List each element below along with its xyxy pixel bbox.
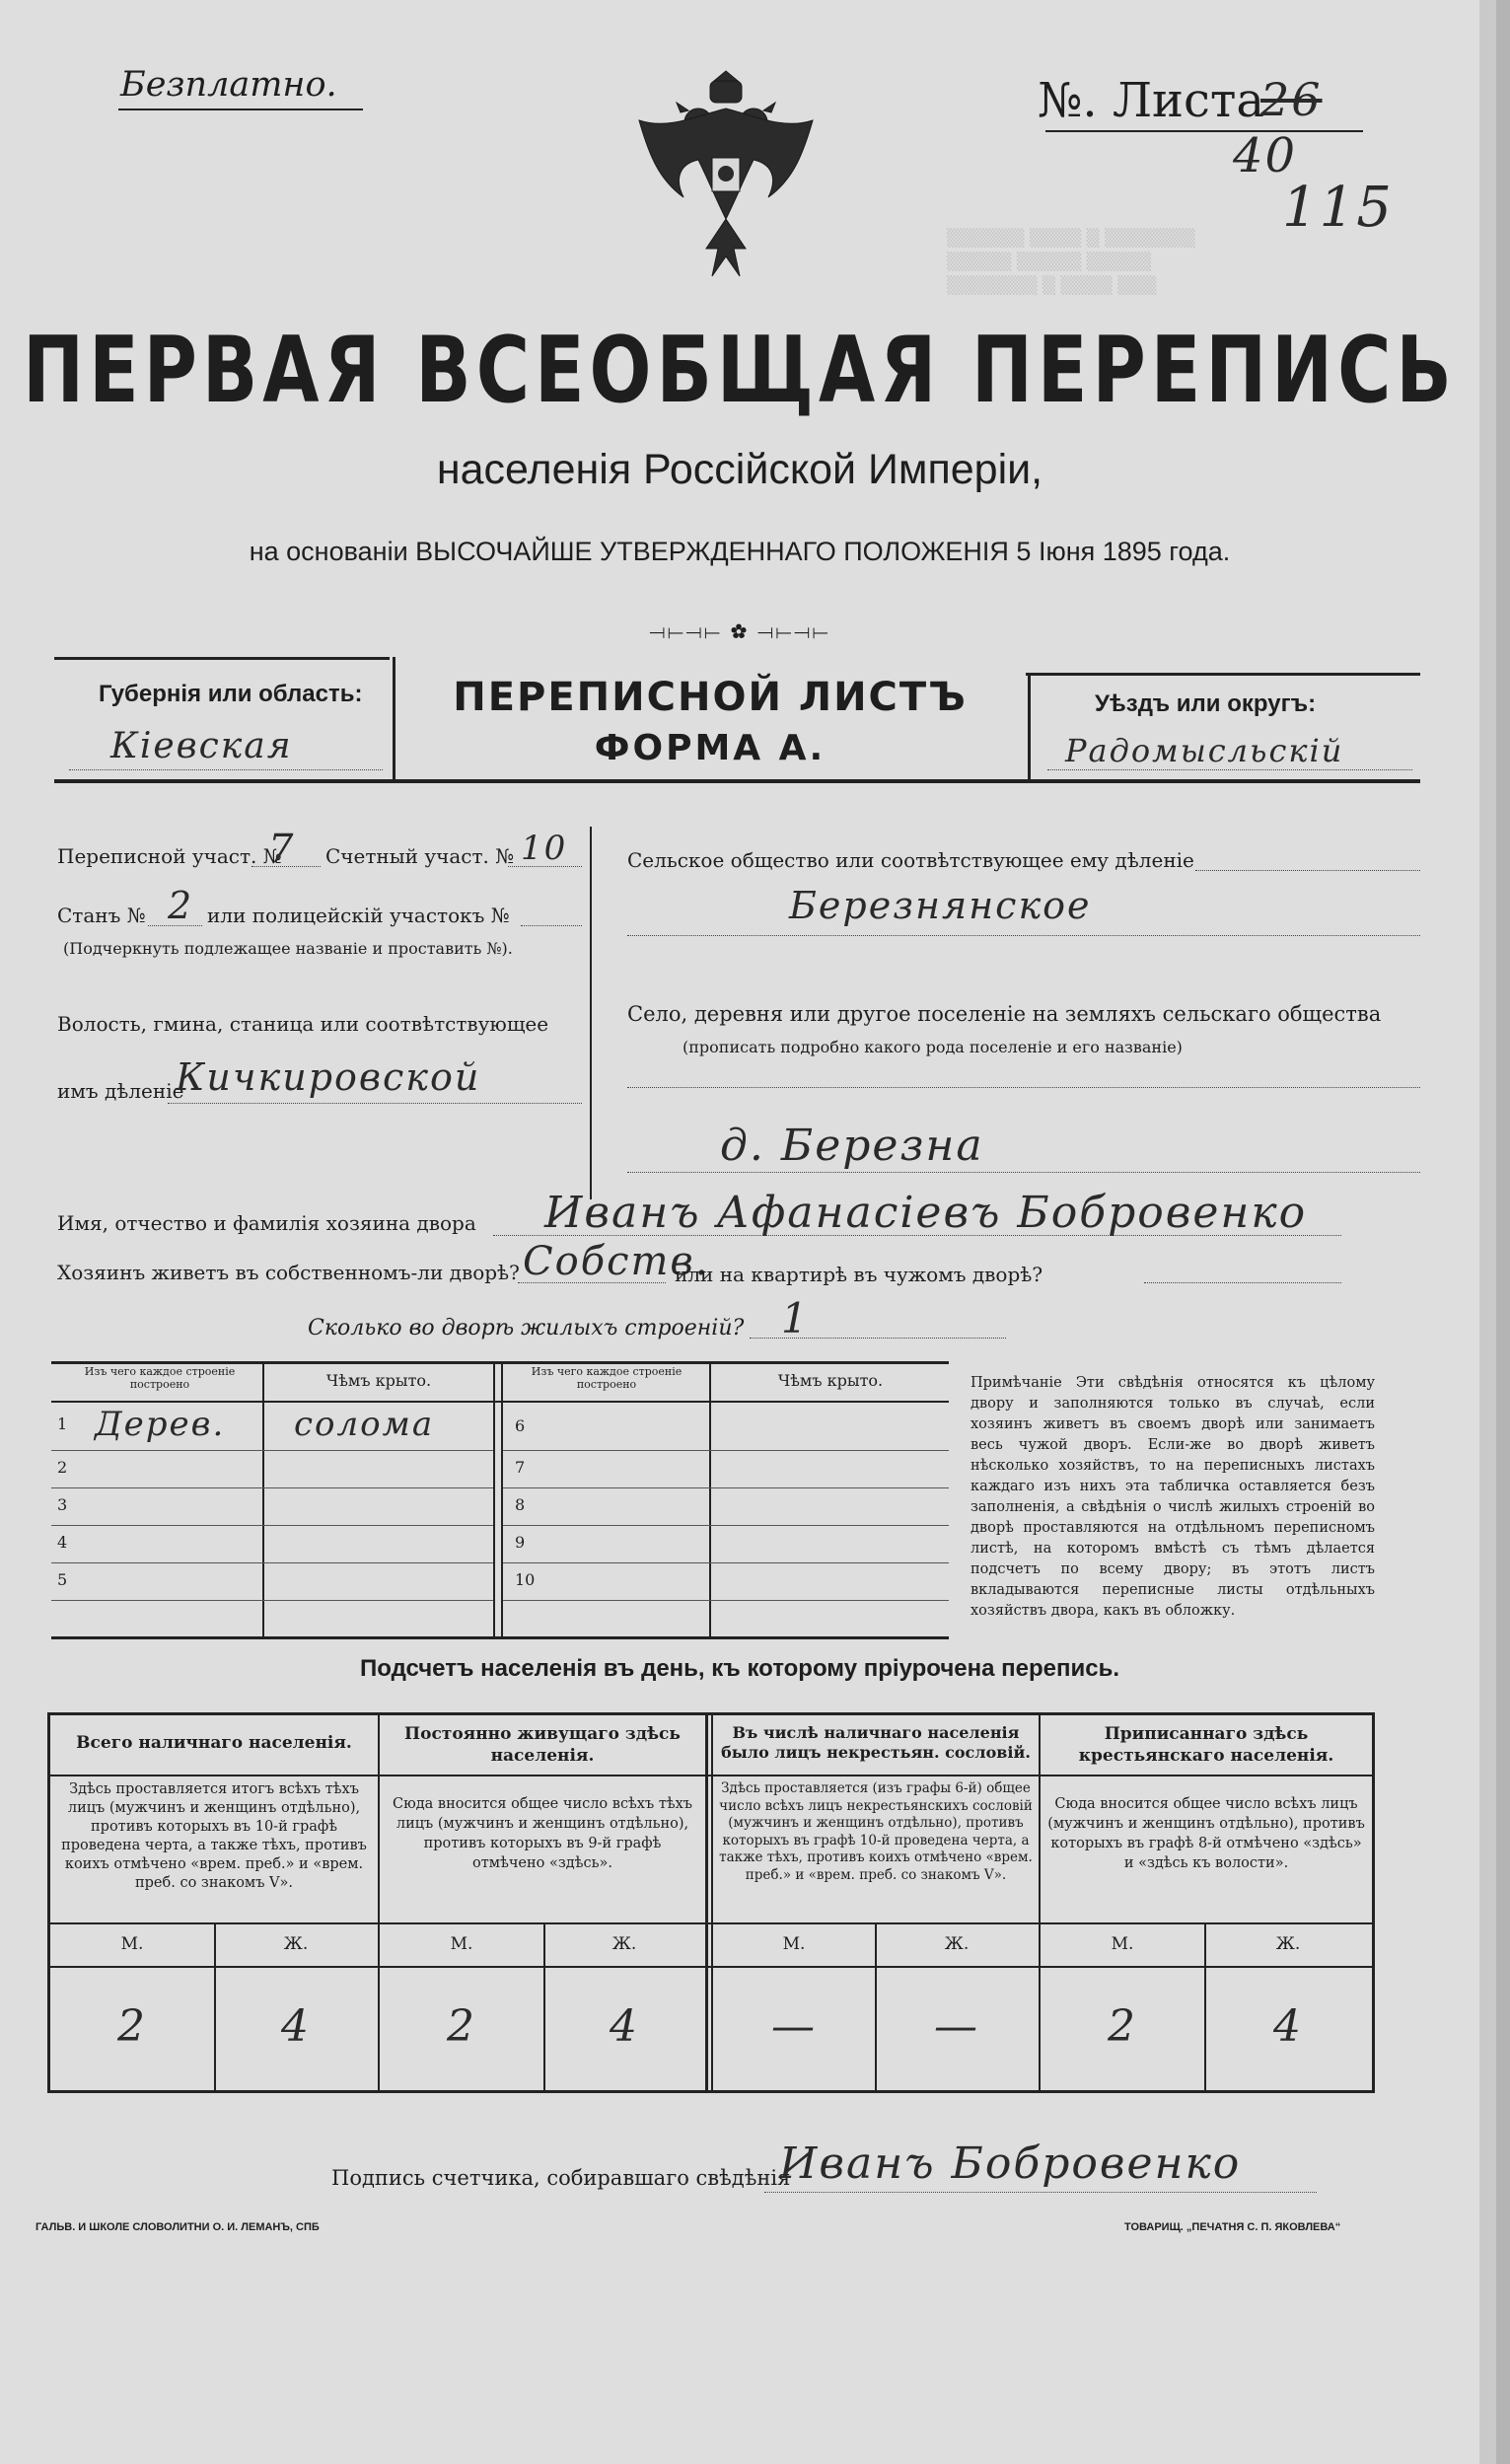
society-value: Березнянское [789, 884, 1092, 927]
ornament-divider: ⟞⟝⟞⟝ ✿ ⟞⟝⟞⟝ [648, 619, 831, 643]
form-subtitle: ФОРМА А. [594, 728, 827, 768]
village-note: (прописать подробно какого рода поселеніе и его названіе) [683, 1038, 1183, 1056]
volost-label-2: имъ дѣленіе [57, 1079, 184, 1103]
annotation-115: 115 [1282, 176, 1394, 240]
owner-name-label: Имя, отчество и фамилія хозяина двора [57, 1211, 476, 1235]
row1-roof: солома [294, 1405, 435, 1444]
owner-name-value: Иванъ Афанасіевъ Бобровенко [544, 1188, 1308, 1238]
table-row: 2 [51, 1450, 493, 1488]
subtitle: населенія Россійской Имперіи, [436, 446, 1043, 493]
form-title: ПЕРЕПИСНОЙ ЛИСТЪ [453, 675, 968, 720]
table-row: 7 [503, 1450, 949, 1488]
table-row: 10 [503, 1562, 949, 1601]
pop-col4-m-label: М. [1111, 1934, 1134, 1954]
gubernia-label: Губернія или область: [99, 681, 363, 707]
uezd-line [1047, 769, 1412, 770]
annotation-40: 40 [1233, 128, 1298, 183]
stan-line [148, 925, 202, 926]
table-row: 8 [503, 1487, 949, 1526]
form-header-bottom [54, 779, 1420, 783]
basis-line: на основаніи ВЫСОЧАЙШЕ УТВЕРЖДЕННАГО ПОЛОЖЕНІЯ 5 Іюня 1895 года. [249, 537, 1231, 566]
pop-col4-f-label: Ж. [1275, 1934, 1301, 1954]
pop-col1-desc: Здѣсь проставляется итогъ всѣхъ тѣхъ лицъ (мужчинъ и женщинъ отдѣльно), противъ которыхъ въ 10-й графѣ проведена черта, а также тѣхъ, противъ коихъ отмѣчено «врем. преб.» и «врем. преб. со знакомъ V». [61, 1781, 367, 1891]
owner-lives-value: Собств. [523, 1239, 710, 1284]
col-material-right: Изъ чего каждое строеніе построено [531, 1365, 683, 1391]
pop-col1-m-value: 2 [117, 2001, 147, 2052]
buildings-note: Примѣчаніе Эти свѣдѣнія относятся къ цѣлому двору и заполняются только въ случаѣ, если хозяинъ живетъ въ своемъ дворѣ или занимаетъ весь чужой дворъ. Если-же во дворѣ живетъ нѣсколько хозяйствъ, то на переписныхъ листахъ каждаго изъ нихъ эта табличка оставляется безъ заполненія, а свѣдѣнія о числѣ жилыхъ строеній во дворѣ проставляются на отдѣльномъ переписномъ листѣ, на которомъ вмѣстѣ съ тѣмъ дѣлается подсчетъ по всему двору; въ этотъ листъ вкладываются переписные листы отдѣльныхъ хозяйствъ двора, какъ въ обложку. [971, 1375, 1375, 1619]
census-district-line [252, 866, 321, 867]
buildings-table [51, 1361, 949, 1639]
society-line-2 [627, 935, 1420, 936]
form-header-box-right [1028, 673, 1031, 781]
society-line-1 [1195, 870, 1420, 871]
stan-label: Станъ № [57, 904, 146, 927]
pop-col2-m-label: М. [450, 1934, 473, 1954]
pop-col1-m-label: М. [120, 1934, 144, 1954]
col-roof-right: Чѣмъ крыто. [777, 1371, 884, 1390]
form-header-top-left [54, 657, 390, 660]
count-district-value: 10 [521, 829, 568, 868]
sheet-number-value: 26 [1260, 73, 1323, 126]
pop-col2-f-value: 4 [610, 2001, 639, 2052]
row1-material: Дерев. [95, 1405, 226, 1444]
underline-note: (Подчеркнуть подлежащее названіе и проставить №). [63, 939, 513, 958]
pop-col1-heading: Всего наличнаго населенія. [76, 1733, 352, 1753]
pop-col1-f-value: 4 [281, 2001, 311, 2052]
village-line-2 [627, 1172, 1420, 1173]
pop-col3-f-label: Ж. [944, 1934, 970, 1954]
gubernia-value: Кіевская [110, 726, 293, 766]
imperial-eagle-emblem [629, 61, 823, 288]
signature-line [764, 2192, 1317, 2193]
owner-lives-label-2: или на квартирѣ въ чужомъ дворѣ? [675, 1263, 1043, 1286]
signature-value: Иванъ Бобровенко [779, 2138, 1242, 2189]
pop-col2-f-label: Ж. [611, 1934, 637, 1954]
police-line [521, 925, 582, 926]
police-label: или полицейскій участокъ № [207, 904, 510, 927]
col-material-left: Изъ чего каждое строеніе построено [84, 1365, 236, 1391]
main-title: ПЕРВАЯ ВСЕОБЩАЯ ПЕРЕПИСЬ [23, 318, 1457, 424]
society-label: Сельское общество или соотвѣтствующее ему дѣленіе [627, 848, 1194, 872]
sheet-number-label: №. Листа [1038, 73, 1265, 128]
gubernia-line [69, 769, 383, 770]
form-header-top-right [1026, 673, 1420, 676]
fields-divider [590, 827, 592, 1199]
sheet-number-underline [1045, 130, 1363, 132]
buildings-count-line [750, 1338, 1006, 1339]
pop-col4-f-value: 4 [1273, 2001, 1303, 2052]
village-line-1 [627, 1087, 1420, 1088]
pop-col1-f-label: Ж. [283, 1934, 309, 1954]
pop-col4-desc: Сюда вносится общее число всѣхъ лицъ (мужчинъ и женщинъ отдѣльно), противъ которыхъ въ графѣ 8-й отмѣчено «здѣсь» и «здѣсь къ волости». [1047, 1796, 1365, 1871]
pop-col4-m-value: 2 [1108, 2001, 1137, 2052]
count-district-label: Счетный участ. № [325, 844, 515, 868]
village-value: д. Березна [720, 1121, 984, 1171]
pop-col2-m-value: 2 [447, 2001, 476, 2052]
pop-col3-m-label: М. [782, 1934, 806, 1954]
pop-col2-desc: Сюда вносится общее число всѣхъ тѣхъ лицъ (мужчинъ и женщинъ отдѣльно), противъ которыхъ въ 9-й графѣ отмѣчено «здѣсь». [393, 1796, 692, 1871]
footer-printer-left: ГАЛЬВ. И ШКОЛЕ СЛОВОЛИТНИ О. И. ЛЕМАНЪ, СПБ [36, 2221, 320, 2233]
volost-value: Кичкировской [176, 1055, 481, 1099]
col-roof-left: Чѣмъ крыто. [325, 1371, 432, 1390]
table-row: 5 [51, 1562, 493, 1601]
owner-lives-label: Хозяинъ живетъ въ собственномъ-ли дворѣ? [57, 1261, 520, 1284]
free-label: Безплатно. [120, 65, 337, 105]
free-label-underline [118, 109, 363, 110]
pop-col2-heading: Постоянно живущаго здѣсь населенія. [404, 1724, 681, 1766]
footer-printer-right: ТОВАРИЩ. „ПЕЧАТНЯ С. П. ЯКОВЛЕВА“ [1124, 2221, 1341, 2233]
pop-col3-desc: Здѣсь проставляется (изъ графы 6-й) общее число всѣхъ лицъ некрестьянскихъ сословій (мужчинъ и женщинъ отдѣльно), противъ которыхъ въ графѣ 10-й проведена черта, а также тѣхъ, противъ коихъ отмѣчено «врем. преб.» и «врем. преб. со знакомъ V». [719, 1780, 1033, 1883]
table-row: 4 [51, 1525, 493, 1563]
uezd-label: Уѣздъ или округъ: [1095, 690, 1317, 717]
signature-label: Подпись счетчика, собиравшаго свѣдѣнія [331, 2166, 791, 2190]
owner-lives-line [518, 1282, 666, 1283]
uezd-value: Радомысльскій [1065, 732, 1344, 769]
pop-col4-heading: Приписаннаго здѣсь крестьянскаго населенія. [1078, 1724, 1334, 1766]
census-district-value: 7 [268, 827, 296, 872]
table-row: 3 [51, 1487, 493, 1526]
stan-value: 2 [168, 884, 194, 927]
owner-name-line [493, 1235, 1341, 1236]
volost-line [168, 1103, 582, 1104]
census-district-label: Переписной участ. № [57, 844, 282, 868]
population-table [47, 1712, 1375, 2093]
owner-lives-line-2 [1144, 1282, 1341, 1283]
buildings-count-value: 1 [781, 1294, 810, 1342]
bleed-through-text: ▒▒▒▒▒▒ ▒▒▒▒ ▒ ▒▒▒▒▒▒▒ ▒▒▒▒▒ ▒▒▒▒▒ ▒▒▒▒▒ ▒▒▒▒▒▒▒ ▒ ▒▒▒▒ ▒▒▒ [947, 229, 1195, 296]
table-row: 9 [503, 1525, 949, 1563]
count-district-line [508, 866, 582, 867]
volost-label-1: Волость, гмина, станица или соотвѣтствующее [57, 1012, 549, 1036]
population-title: Подсчетъ населенія въ день, къ которому пріурочена перепись. [360, 1655, 1119, 1682]
pop-col3-m-value: — [771, 2001, 817, 2052]
village-label: Село, деревня или другое поселеніе на земляхъ сельскаго общества [627, 1002, 1382, 1026]
pop-col3-f-value: — [934, 2001, 979, 2052]
table-row: 6 [503, 1405, 949, 1451]
pop-col3-heading: Въ числѣ наличнаго населенія было лицъ некрестьян. сословій. [721, 1723, 1031, 1762]
buildings-count-label: Сколько во дворѣ жилыхъ строеній? [308, 1316, 745, 1341]
table-row: 1 Дерев. солома [51, 1405, 493, 1451]
